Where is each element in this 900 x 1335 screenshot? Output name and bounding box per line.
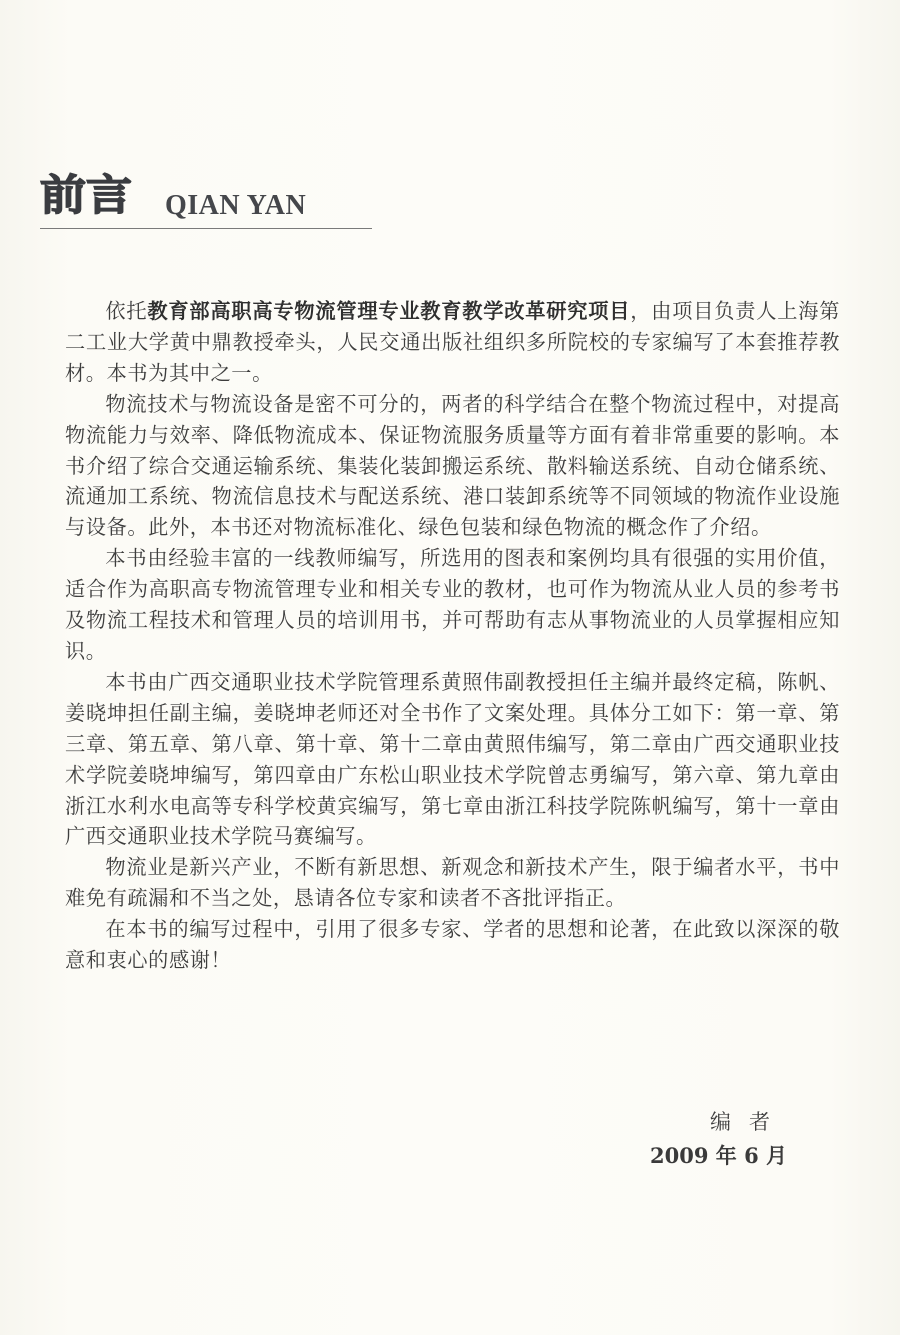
signature-role: 编者	[710, 1110, 788, 1134]
paragraph-disclaimer: 物流业是新兴产业，不断有新思想、新观念和新技术产生，限于编者水平，书中难免有疏漏和不当之处，恳请各位专家和读者不吝批评指正。	[65, 855, 840, 911]
preface-body	[65, 296, 840, 976]
signature-date: 2009 年 6 月	[650, 1143, 787, 1168]
project-name-bold: 教育部高职高专物流管理专业教育教学改革研究项目	[147, 299, 631, 323]
paragraph-project-intro	[65, 296, 840, 389]
page-title-chinese: 前言	[40, 170, 132, 220]
text-segment: ，由项目负责人上海第二工业大学黄中鼎教授牵头，人民交通出版社组织多所院校的专家编写了本套推荐教材。本书为其中之一。	[65, 299, 840, 385]
paragraph-book-content: 物流技术与物流设备是密不可分的，两者的科学结合在整个物流过程中，对提高物流能力与效率、降低物流成本、保证物流服务质量等方面有着非常重要的影响。本书介绍了综合交通运输系统、集装化装卸搬运系统、散料输送系统、自动仓储系统、流通加工系统、物流信息技术与配送系统、港口装卸系统等不同领域的物流作业设施与设备。此外，本书还对物流标准化、绿色包装和绿色物流的概念作了介绍。	[65, 391, 840, 540]
preface-header	[40, 172, 372, 229]
text-segment: 依托	[105, 299, 148, 323]
paragraph-authors: 本书由广西交通职业技术学院管理系黄照伟副教授担任主编并最终定稿，陈帆、姜晓坤担任副主编，姜晓坤老师还对全书作了文案处理。具体分工如下：第一章、第三章、第五章、第八章、第十章、第十二章由黄照伟编写，第二章由广西交通职业技术学院姜晓坤编写，第四章由广东松山职业技术学院曾志勇编写，第六章、第九章由浙江水利水电高等专科学校黄宾编写，第七章由浙江科技学院陈帆编写，第十一章由广西交通职业技术学院马赛编写。	[65, 669, 840, 849]
paragraph-audience: 本书由经验丰富的一线教师编写，所选用的图表和案例均具有很强的实用价值，适合作为高职高专物流管理专业和相关专业的教材，也可作为物流从业人员的参考书及物流工程技术和管理人员的培训用书，并可帮助有志从事物流业的人员掌握相应知识。	[65, 546, 840, 663]
paragraph-acknowledgement: 在本书的编写过程中，引用了很多专家、学者的思想和论著，在此致以深深的敬意和衷心的感谢！	[65, 917, 840, 973]
page-title-pinyin: QIAN YAN	[165, 190, 307, 221]
